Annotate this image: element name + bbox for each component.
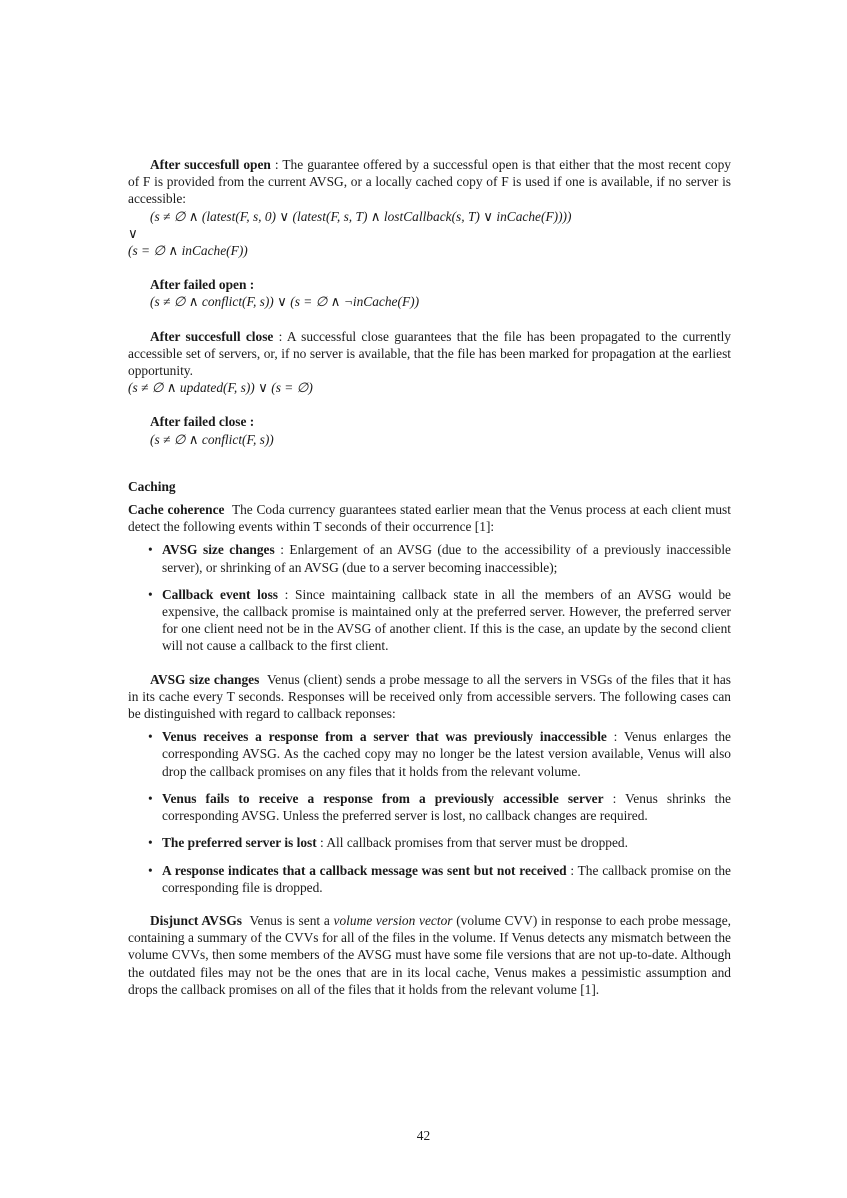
succ-open-text: The guarantee offered by a successful open is that either that the most recent copy of F is provided from the current AVSG, or a locally cached copy of F is used if one is available, if no server is accessible:	[128, 157, 731, 207]
caching-heading: Caching	[128, 478, 176, 494]
succ-open-title: After succesfull open	[150, 157, 271, 172]
avsg-paragraph	[128, 671, 731, 723]
avsg-title: AVSG size changes	[150, 671, 260, 687]
list-item: • Callback event loss : Since maintaining callback state in all the members of an AVSG would be expensive, the callback promise is maintained only at the preferred server. However, the preferred server for one client need not be in the AVSG of another client. If this is the case, an update by the second client will not cause a callback to the first client.	[148, 586, 731, 654]
list-item: • The preferred server is lost : All callback promises from that server must be dropped.	[148, 835, 628, 851]
cache-coherence-text: The Coda currency guarantees stated earlier mean that the Venus process at each client must detect the following events within T seconds of their occurrence [1]:	[128, 502, 731, 535]
list-item: • Venus receives a response from a server that was previously inaccessible : Venus enlarges the corresponding AVSG. As the cached copy may no longer be the latest version available, Venus will also drop the callback promises on any files that it holds from the relevant volume.	[148, 729, 731, 779]
succ-open-formula-2: (s = ∅ ∧ inCache(F))	[128, 243, 248, 259]
bullet-icon: •	[148, 835, 153, 851]
page-number: 42	[416, 1128, 431, 1143]
fail-close-formula: (s ≠ ∅ ∧ conflict(F, s))	[150, 431, 274, 447]
bullet-icon: •	[148, 729, 153, 745]
succ-close-paragraph: After succesfull close : A successful close guarantees that the file has been propagated to the currently accessible set of servers, or, if no server is available, that the file has been marked for propagation at the earliest opportunity.	[128, 328, 731, 379]
cache-coherence-title: Cache coherence	[128, 502, 225, 518]
bullet-icon: •	[148, 862, 153, 878]
list-item: • Venus fails to receive a response from a previously accessible server : Venus shrinks the corresponding AVSG. Unless the preferred server is lost, no callback changes are required.	[148, 790, 731, 824]
succ-close-title: After succesfull close	[150, 328, 274, 344]
fail-open-formula: (s ≠ ∅ ∧ conflict(F, s)) ∨ (s = ∅ ∧ ¬inCache(F))	[150, 294, 420, 310]
succ-close-text: A successful close guarantees that the file has been propagated to the currently accessible set of servers, or, if no server is available, that the file has been marked for propagation at the earliest opportunity.	[128, 328, 731, 379]
bullet-icon: •	[148, 586, 153, 602]
bullet-icon: •	[148, 790, 153, 806]
disjunct-paragraph: Disjunct AVSGs Venus is sent a volume version vector (volume CVV) in response to each probe message, containing a summary of the CVVs for all of the files in the volume. If Venus detects any mismatch between the volume CVVs, then some members of the AVSG must have some file versions that are not up-to-date. Although the outdated files may not be the ones that are in its local cache, Venus makes a pessimistic assumption and drops the callback promises on all of the files that it holds from the relevant volume [1].	[128, 912, 731, 997]
list-item: • AVSG size changes : Enlargement of an AVSG (due to the accessibility of a previously inaccessible server), or shrinking of an AVSG (due to a server becoming inaccessible);	[148, 542, 731, 575]
cache-coherence-paragraph	[128, 501, 731, 535]
succ-open-or: ∨	[128, 225, 138, 241]
disjunct-title: Disjunct AVSGs	[150, 912, 243, 928]
fail-open-title: After failed open :	[150, 277, 255, 293]
page-body	[128, 156, 731, 998]
succ-open-formula-1: (s ≠ ∅ ∧ (latest(F, s, 0) ∨ (latest(F, s, T) ∧ lostCallback(s, T) ∨ inCache(F))))	[150, 208, 572, 224]
disjunct-term: volume version vector	[333, 912, 453, 928]
fail-close-title: After failed close :	[150, 414, 255, 430]
bullet-icon: •	[148, 542, 153, 558]
succ-open-paragraph: After succesfull open : The guarantee offered by a successful open is that either that the most recent copy of F is provided from the current AVSG, or a locally cached copy of F is used if one is available, if no server is accessible:	[128, 157, 731, 207]
coherence-list	[128, 541, 731, 654]
avsg-list	[128, 728, 731, 896]
avsg-text: Venus (client) sends a probe message to all the servers in VSGs of the files that it has in its cache every T seconds. Responses will be received only from accessible servers. The following cases can be distinguished with regard to callback reponses:	[128, 671, 732, 722]
succ-close-formula: (s ≠ ∅ ∧ updated(F, s)) ∨ (s = ∅)	[128, 380, 313, 396]
list-item: • A response indicates that a callback message was sent but not received : The callback promise on the corresponding file is dropped.	[148, 862, 731, 895]
